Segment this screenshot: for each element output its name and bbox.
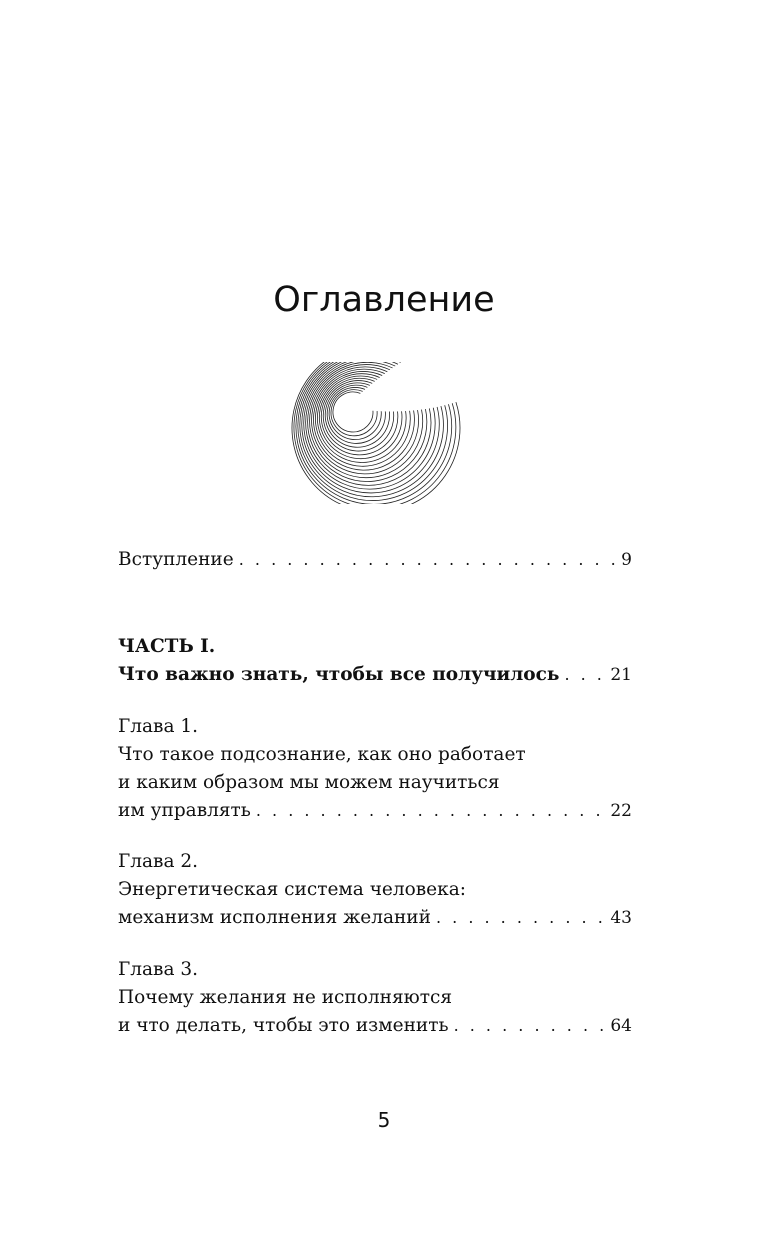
toc-page-number: 9 xyxy=(621,550,632,570)
chapter-label: Глава 2. xyxy=(118,851,199,872)
toc-entry-label: Вступление xyxy=(118,549,234,570)
spiral-arc xyxy=(317,374,406,463)
dot-leader xyxy=(564,661,605,689)
chapter-title-line: Что такое подсознание, как оно работает xyxy=(118,744,526,765)
chapter-label: Глава 1. xyxy=(118,716,199,737)
toc-entry-chapter-2[interactable] xyxy=(118,848,632,932)
toc-entry-part-1[interactable] xyxy=(118,633,632,689)
chapter-title-line: механизм исполнения желаний xyxy=(118,907,431,928)
toc-page-number: 43 xyxy=(610,908,632,928)
spiral-arc xyxy=(333,392,373,432)
toc-page-number: 22 xyxy=(610,801,632,821)
page-title: Оглавление xyxy=(273,280,495,320)
spiral-arc xyxy=(331,390,377,436)
chapter-title-line: и каким образом мы можем научиться xyxy=(118,772,500,793)
chapter-title-line: и что делать, чтобы это изменить xyxy=(118,1015,449,1036)
concentric-spiral-ornament-icon xyxy=(284,362,468,504)
dot-leader xyxy=(436,904,605,932)
toc-entry-chapter-1[interactable] xyxy=(118,713,632,825)
part-label: ЧАСТЬ I. xyxy=(118,636,216,657)
chapter-title-line: Энергетическая система человека: xyxy=(118,879,466,900)
spiral-arc xyxy=(323,381,393,451)
chapter-label: Глава 3. xyxy=(118,959,199,980)
spiral-arc xyxy=(294,362,456,504)
toc-entry-intro[interactable] xyxy=(118,546,632,574)
dot-leader xyxy=(454,1012,606,1040)
chapter-title-line: им управлять xyxy=(118,800,251,821)
page-number: 5 xyxy=(377,1108,391,1132)
spiral-arc xyxy=(327,385,385,443)
dot-leader xyxy=(256,797,606,825)
toc-entry-chapter-3[interactable] xyxy=(118,956,632,1040)
dot-leader xyxy=(239,546,616,574)
part-title: Что важно знать, чтобы все получилось xyxy=(118,664,560,685)
chapter-title-line: Почему желания не исполняются xyxy=(118,987,453,1008)
toc-page-number: 21 xyxy=(610,665,632,685)
toc-page-number: 64 xyxy=(610,1016,632,1036)
